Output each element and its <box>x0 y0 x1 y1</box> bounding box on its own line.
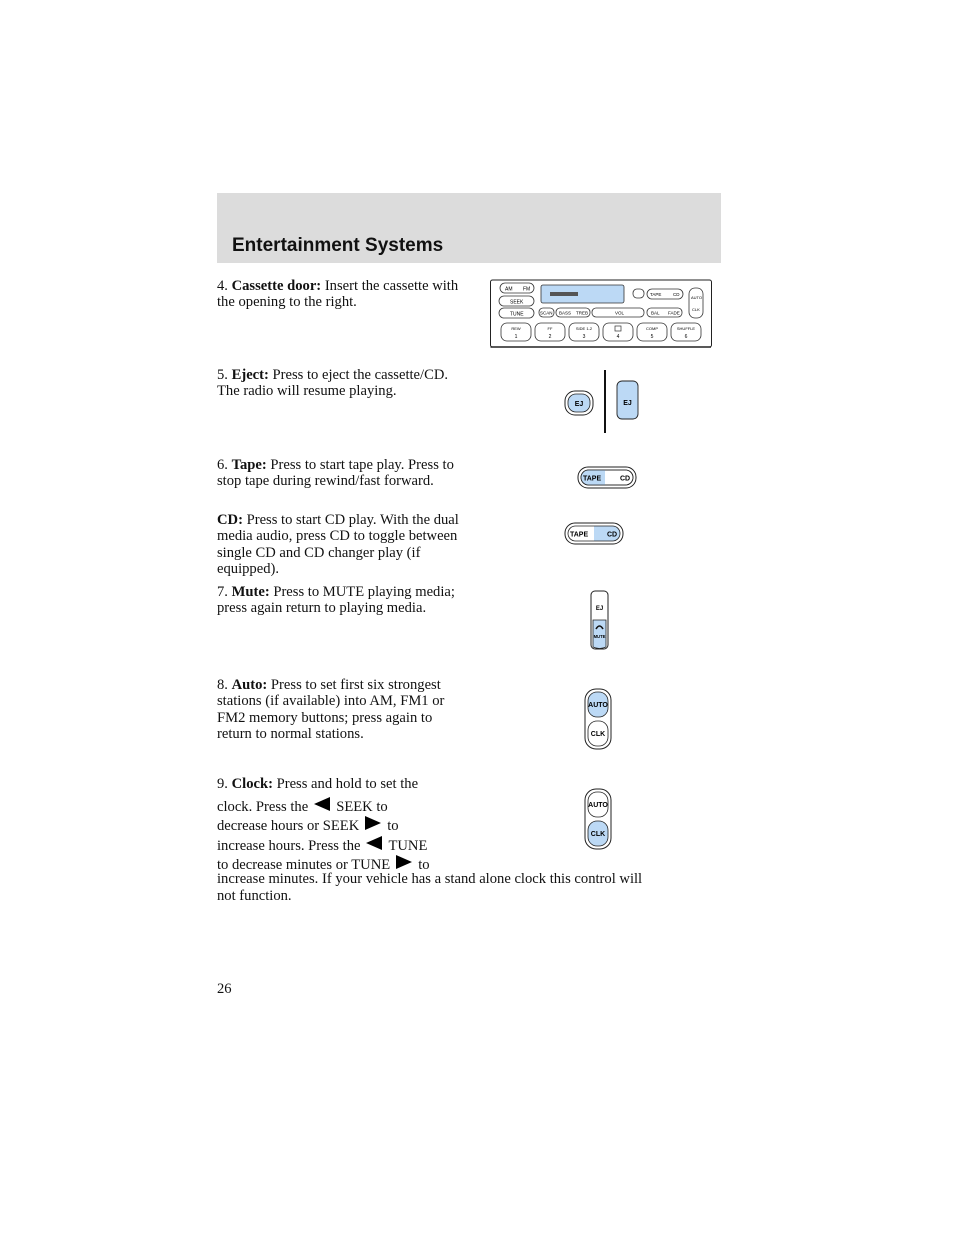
svg-text:BASS: BASS <box>559 310 572 316</box>
svg-text:3: 3 <box>582 334 586 340</box>
clock-description: 9. Clock: Press and hold to set the clock. Press the SEEK to decrease hours or SEEK to increase hours. Press the TUNE to decrease minutes or TUNE to increase minutes. If your vehicle has a stand alone clock this control will not function. <box>217 776 643 904</box>
cassette-door-description: 4. Cassette door: Insert the cassette with the opening to the right. <box>217 278 459 311</box>
right-arrow-icon <box>364 815 382 831</box>
eject-buttons-illustration <box>560 368 644 436</box>
svg-text:2: 2 <box>548 334 552 340</box>
cd-highlighted-illustration <box>564 522 626 547</box>
svg-text:AUTO: AUTO <box>588 702 608 709</box>
svg-text:AUTO: AUTO <box>588 802 608 809</box>
svg-text:TAPE: TAPE <box>650 292 662 297</box>
left-arrow-icon <box>365 835 383 851</box>
svg-text:REW: REW <box>511 326 521 331</box>
svg-text:COMP: COMP <box>646 326 658 331</box>
eject-description: 5. Eject: Press to eject the cassette/CD. The radio will resume playing. <box>217 367 449 400</box>
mute-description: 7. Mute: Press to MUTE playing media; press again return to playing media. <box>217 584 455 617</box>
auto-highlighted-illustration <box>583 688 615 752</box>
svg-text:SIDE 1-2: SIDE 1-2 <box>575 326 593 331</box>
svg-text:TUNE: TUNE <box>510 311 524 318</box>
cd-description: CD: Press to start CD play. With the dual media audio, press CD to toggle between single CD and CD changer play (if equipped). <box>217 512 459 578</box>
svg-text:CD: CD <box>673 292 680 297</box>
svg-text:BAL: BAL <box>651 310 660 316</box>
eject-button[interactable] <box>633 289 644 298</box>
svg-text:4: 4 <box>616 334 620 340</box>
svg-text:EJ: EJ <box>595 606 604 612</box>
svg-text:CLK: CLK <box>692 307 700 312</box>
svg-text:TAPE: TAPE <box>583 475 602 483</box>
svg-text:FF: FF <box>547 326 553 331</box>
svg-text:AUTO: AUTO <box>691 295 703 300</box>
svg-text:1: 1 <box>514 334 518 340</box>
svg-text:VOL: VOL <box>615 310 625 316</box>
mute-button-illustration <box>588 590 612 654</box>
left-arrow-icon <box>313 796 331 812</box>
section-title: Entertainment Systems <box>232 235 444 256</box>
svg-text:FM: FM <box>523 286 531 293</box>
svg-text:6: 6 <box>684 334 688 340</box>
svg-text:EJ: EJ <box>574 401 584 408</box>
svg-text:TREB: TREB <box>576 310 589 316</box>
radio-faceplate-illustration <box>490 278 714 350</box>
svg-text:CLK: CLK <box>590 831 606 838</box>
svg-text:TAPE: TAPE <box>570 531 589 539</box>
svg-text:FADE: FADE <box>668 310 680 316</box>
clock-highlighted-illustration <box>583 788 615 852</box>
auto-clock-button[interactable] <box>689 288 703 318</box>
tape-highlighted-illustration <box>577 466 639 491</box>
tape-description: 6. Tape: Press to start tape play. Press to stop tape during rewind/fast forward. <box>217 457 454 490</box>
svg-text:SCAN: SCAN <box>540 310 553 316</box>
auto-description: 8. Auto: Press to set first six strongest stations (if available) into AM, FM1 or FM2 memory buttons; press again to return to normal stations. <box>217 677 445 743</box>
svg-text:CD: CD <box>620 475 631 483</box>
svg-text:SHUFFLE: SHUFFLE <box>676 326 696 331</box>
svg-text:5: 5 <box>650 334 654 340</box>
svg-text:CLK: CLK <box>590 731 606 738</box>
page-number: 26 <box>217 981 232 997</box>
section-header-band <box>217 193 721 263</box>
svg-text:EJ: EJ <box>623 400 632 407</box>
svg-text:MUTE: MUTE <box>593 634 606 639</box>
svg-text:CD: CD <box>607 531 618 539</box>
right-arrow-icon <box>395 854 413 870</box>
svg-text:SEEK: SEEK <box>510 299 524 306</box>
svg-text:AM: AM <box>505 286 513 293</box>
